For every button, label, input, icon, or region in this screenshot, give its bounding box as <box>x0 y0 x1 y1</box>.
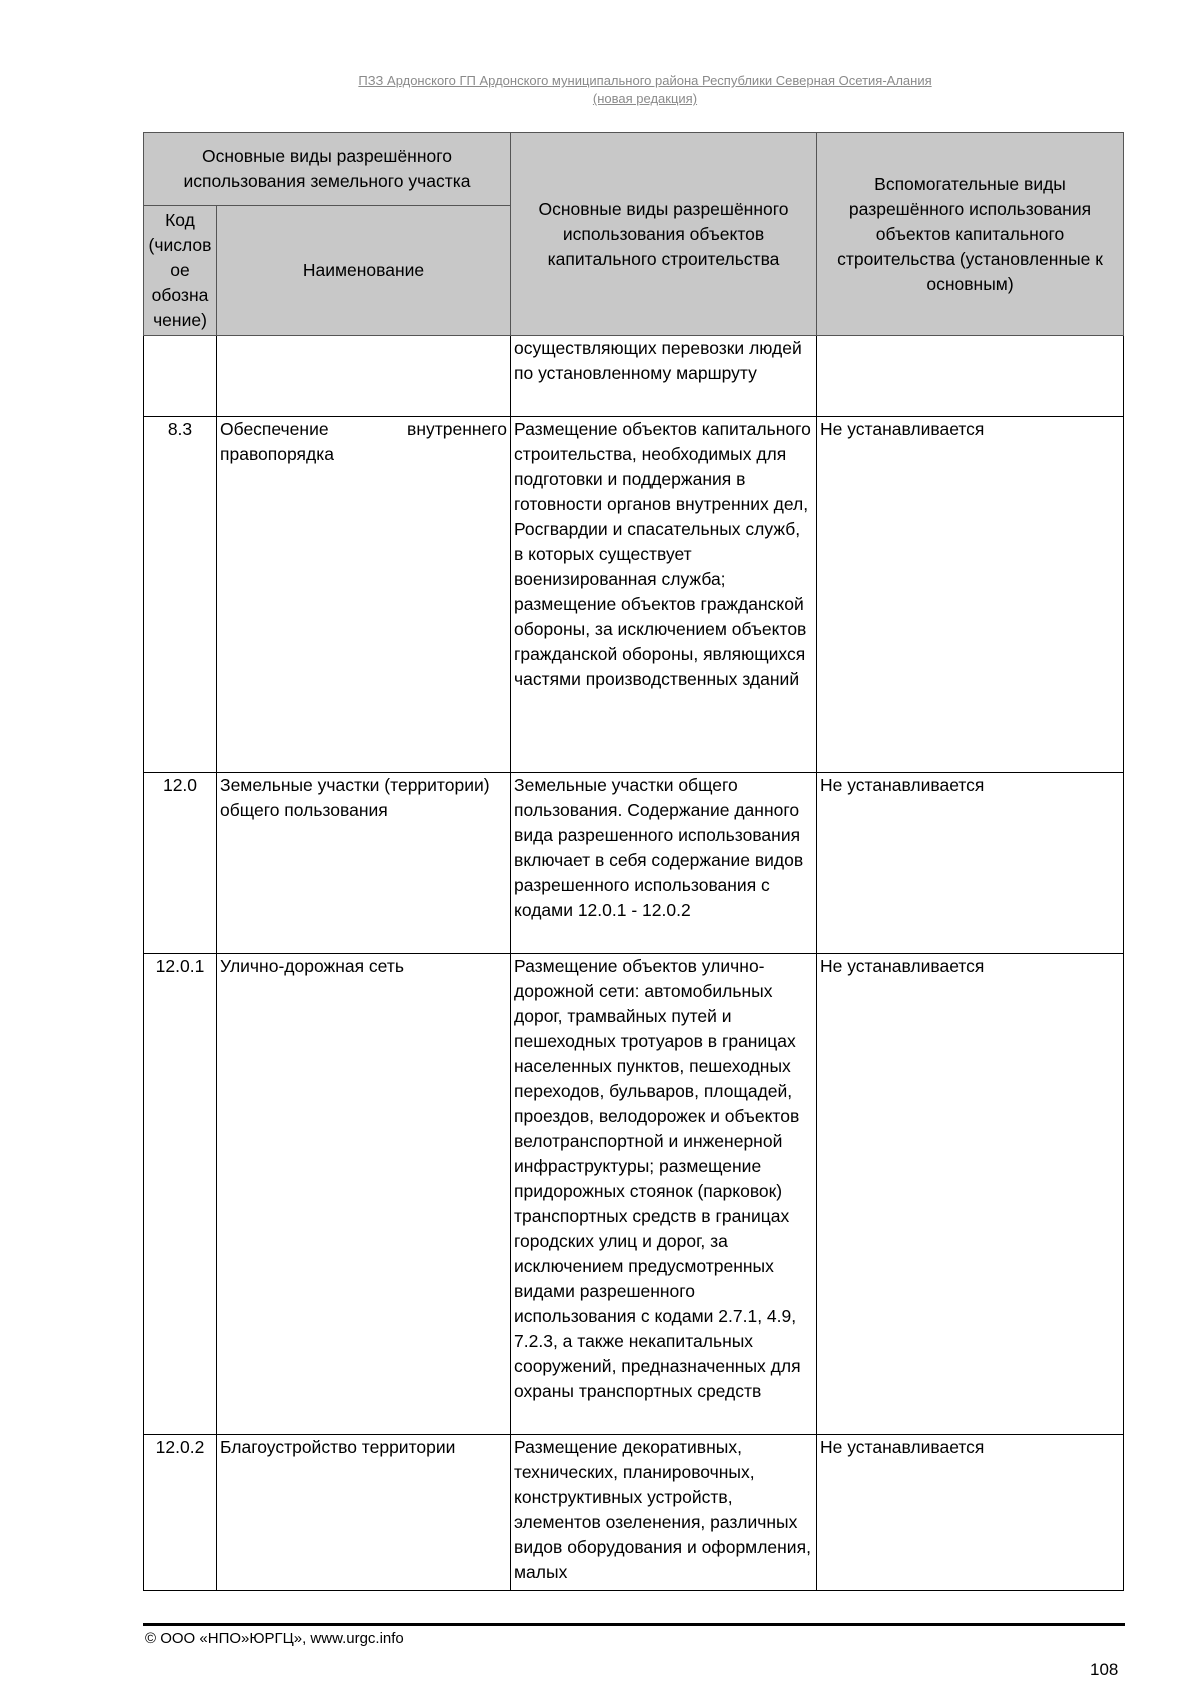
header-group-cell: Основные виды разрешённого использования земельного участка <box>144 133 511 206</box>
row-main-kind: Земельные участки общего пользования. Содержание данного вида разрешенного использования включает в себя содержание видов разрешенного использования с кодами 12.0.1 - 12.0.2 <box>511 773 817 954</box>
header-row-1 <box>144 133 1124 206</box>
row-code: 12.0.1 <box>144 954 217 1435</box>
table-row <box>144 336 1124 417</box>
row-main-kind: осуществляющих перевозки людей по установленному маршруту <box>511 336 817 417</box>
row-aux-kind: Не устанавливается <box>817 773 1124 954</box>
footer-divider <box>143 1623 1125 1626</box>
header-subtitle: (новая редакция) <box>592 91 698 106</box>
row-name-part3: правопорядка <box>220 444 334 464</box>
header-name: Наименование <box>217 206 511 336</box>
table-row <box>144 417 1124 773</box>
header-aux-kind: Вспомогательные виды разрешённого использования объектов капитального строительства (установленные к основным) <box>817 133 1124 336</box>
row-code: 12.0.2 <box>144 1435 217 1591</box>
row-code: 8.3 <box>144 417 217 773</box>
row-aux-kind <box>817 336 1124 417</box>
table-row <box>144 954 1124 1435</box>
header-title: ПЗЗ Ардонского ГП Ардонского муниципального района Республики Северная Осетия-Алания <box>358 73 932 88</box>
row-aux-kind: Не устанавливается <box>817 954 1124 1435</box>
row-name-part2: внутреннего <box>407 419 508 439</box>
row-main-kind: Размещение декоративных, технических, планировочных, конструктивных устройств, элементов озеленения, различных видов оборудования и оформления, малых <box>511 1435 817 1591</box>
row-name: Земельные участки (территории) общего пользования <box>217 773 511 954</box>
row-name <box>217 336 511 417</box>
row-main-kind: Размещение объектов капитального строительства, необходимых для подготовки и поддержания в готовности органов внутренних дел, Росгвардии и спасательных служб, в которых существует военизированная служба; размещение объектов гражданской обороны, за исключением объектов гражданской обороны, являющихся частями производственных зданий <box>511 417 817 773</box>
row-name-part1: Обеспечение <box>220 419 329 439</box>
document-header <box>0 72 1200 108</box>
header-main-kind: Основные виды разрешённого использования объектов капитального строительства <box>511 133 817 336</box>
row-main-kind: Размещение объектов улично-дорожной сети: автомобильных дорог, трамвайных путей и пешеходных тротуаров в границах населенных пунктов, пешеходных переходов, бульваров, площадей, проездов, велодорожек и объектов велотранспортной и инженерной инфраструктуры; размещение придорожных стоянок (парковок) транспортных средств в границах городских улиц и дорог, за исключением предусмотренных видами разрешенного использования с кодами 2.7.1, 4.9, 7.2.3, а также некапитальных сооружений, предназначенных для охраны транспортных средств <box>511 954 817 1435</box>
row-name: Улично-дорожная сеть <box>217 954 511 1435</box>
header-code: Код (числов ое обозна чение) <box>144 206 217 336</box>
row-code <box>144 336 217 417</box>
footer-copyright: © ООО «НПО»ЮРГЦ», www.urgc.info <box>145 1630 404 1647</box>
row-aux-kind: Не устанавливается <box>817 417 1124 773</box>
row-name: Благоустройство территории <box>217 1435 511 1591</box>
page-number: 108 <box>1090 1660 1119 1679</box>
row-aux-kind: Не устанавливается <box>817 1435 1124 1591</box>
row-code: 12.0 <box>144 773 217 954</box>
table-row <box>144 773 1124 954</box>
land-use-table <box>143 132 1124 1591</box>
row-name <box>217 417 511 773</box>
table-row <box>144 1435 1124 1591</box>
